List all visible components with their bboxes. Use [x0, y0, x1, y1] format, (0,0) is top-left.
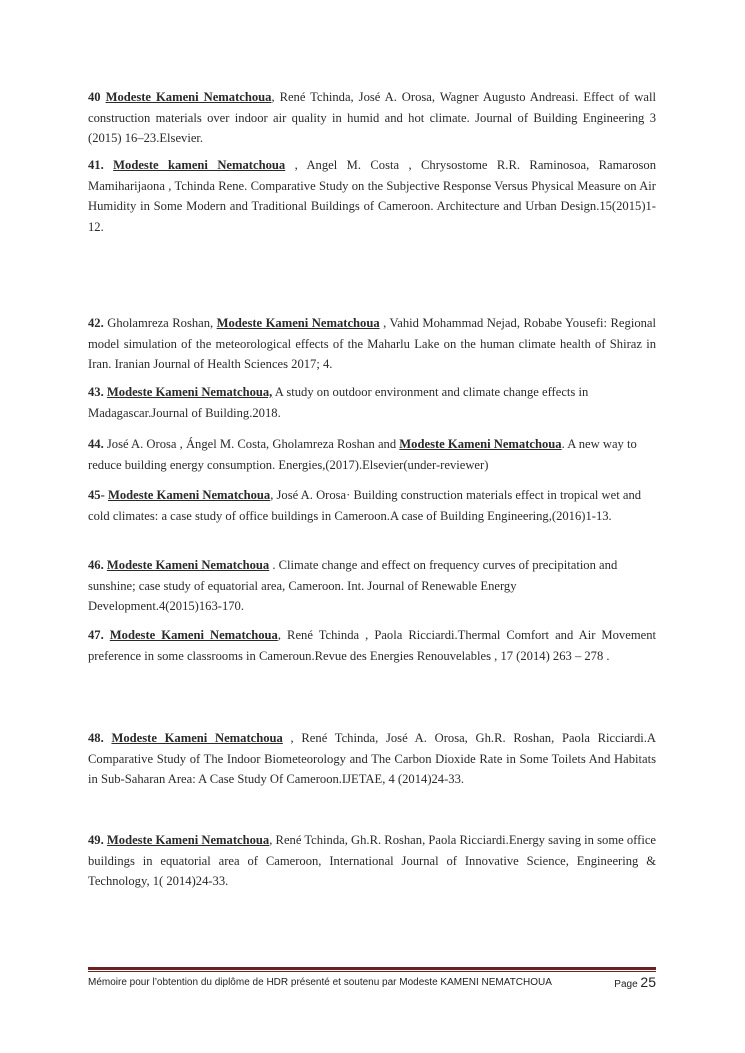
author-name: Modeste kameni Nematchoua	[113, 158, 286, 172]
footer-rule	[88, 967, 656, 970]
author-name: Modeste Kameni Nematchoua	[107, 488, 271, 502]
footer-rule-thin	[88, 971, 656, 972]
reference-41: 41. Modeste kameni Nematchoua , Angel M. Costa , Chrysostome R.R. Raminosoa, Ramaroson Mamiharijaona , Tchinda Rene. Comparative Study on the Subjective Response Versus Physical Measure on Air Humidity in Some Modern and Traditional Buildings of Cameroon. Architecture and Urban Design.15(2015)1-12.	[88, 158, 656, 234]
reference-46: 46. Modeste Kameni Nematchoua . Climate change and effect on frequency curves of precipitation and sunshine; case study of equatorial area, Cameroon. Int. Journal of Renewable Energy Development.4(2015)163-170.	[88, 558, 618, 613]
author-name: Modeste Kameni Nematchoua,	[106, 385, 273, 399]
reference-45: 45- Modeste Kameni Nematchoua, José A. Orosa· Building construction materials effect in tropical wet and cold climates: a case study of office buildings in Cameroon.A case of Building Engineering,(2016)1-13.	[88, 488, 642, 523]
author-name: Modeste Kameni Nematchoua	[111, 731, 283, 745]
page-number: Page 25	[614, 974, 656, 990]
footer-text: Mémoire pour l’obtention du diplôme de HDR présenté et soutenu par Modeste KAMENI NEMATCHOUA	[88, 977, 552, 988]
reference-49: 49. Modeste Kameni Nematchoua, René Tchinda, Gh.R. Roshan, Paola Ricciardi.Energy saving in some office buildings in equatorial area of Cameroon, International Journal of Innovative Science, Engineering & Technology, 1( 2014)24-33.	[88, 833, 657, 888]
reference-40: 40 Modeste Kameni Nematchoua, René Tchinda, José A. Orosa, Wagner Augusto Andreasi. Effect of wall construction materials over indoor air quality in humid and hot climate. Journal of Building Engineering 3 (2015) 16–23.Elsevier.	[88, 90, 656, 145]
author-name: Modeste Kameni Nematchoua	[109, 628, 278, 642]
reference-48: 48. Modeste Kameni Nematchoua , René Tchinda, José A. Orosa, Gh.R. Roshan, Paola Ricciardi.A Comparative Study of The Indoor Biometeorology and The Carbon Dioxide Rate in Some Toilets And Habitats in Sub-Saharan Area: A Case Study Of Cameroon.IJETAE, 4 (2014)24-33.	[88, 731, 657, 786]
reference-42: 42. Gholamreza Roshan, Modeste Kameni Nematchoua , Vahid Mohammad Nejad, Robabe Yousefi: Regional model simulation of the meteorological effects of the Maharlu Lake on the human climate health of Shiraz in Iran. Iranian Journal of Health Sciences 2017; 4.	[88, 316, 656, 371]
author-name: Modeste Kameni Nematchoua	[399, 437, 562, 451]
reference-44: 44. José A. Orosa , Ángel M. Costa, Gholamreza Roshan and Modeste Kameni Nematchoua. A new way to reduce building energy consumption. Energies,(2017).Elsevier(under-reviewer)	[88, 437, 637, 472]
author-name: Modeste Kameni Nematchoua	[216, 316, 380, 330]
author-name: Modeste Kameni Nematchoua	[106, 558, 270, 572]
author-name: Modeste Kameni Nematchoua	[105, 90, 272, 104]
reference-43: 43. Modeste Kameni Nematchoua, A study on outdoor environment and climate change effects in Madagascar.Journal of Building.2018.	[88, 385, 589, 420]
reference-47: 47. Modeste Kameni Nematchoua, René Tchinda , Paola Ricciardi.Thermal Comfort and Air Movement preference in some classrooms in Cameroun.Revue des Energies Renouvelables , 17 (2014) 263 – 278 .	[88, 628, 656, 663]
author-name: Modeste Kameni Nematchoua	[106, 833, 270, 847]
